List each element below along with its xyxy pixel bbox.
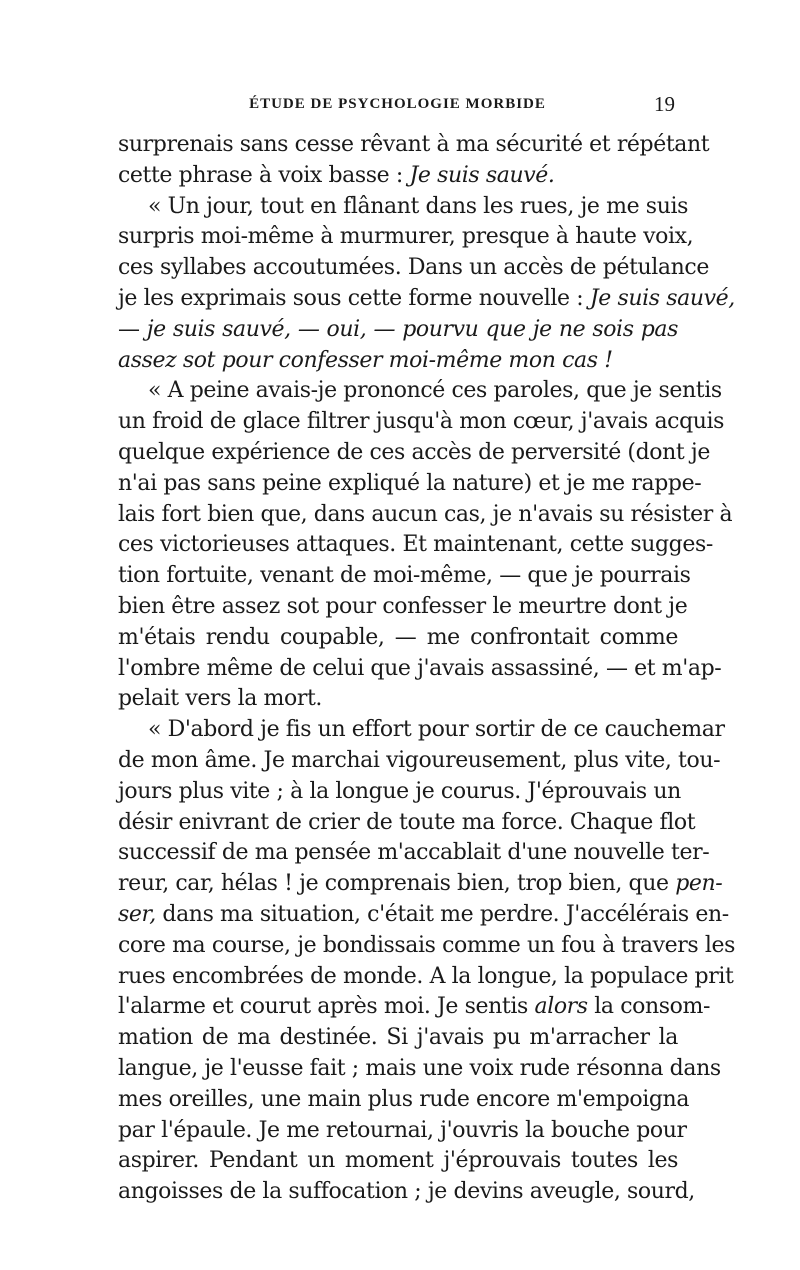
line-text: langue, je l'eusse fait ; mais une voix rude résonna dans — [118, 1055, 721, 1081]
text-line — [118, 1146, 678, 1177]
line-text: « D'abord je fis un effort pour sortir de ce cauchemar — [148, 717, 725, 743]
text-line — [118, 253, 709, 284]
line-text: « A peine avais-je prononcé ces paroles, que je sentis — [148, 378, 722, 404]
text-line — [118, 931, 736, 962]
line-text: quelque expérience de ces accès de perversité (dont je — [118, 439, 710, 465]
page-number: 19 — [654, 92, 675, 116]
text-line — [118, 284, 735, 315]
text-line — [118, 500, 733, 531]
line-text: angoisses de la suffocation ; je devins aveugle, sourd, — [118, 1179, 695, 1205]
text-line — [118, 592, 688, 623]
line-text: désir enivrant de crier de toute ma force. Chaque flot — [118, 809, 696, 835]
text-line — [118, 684, 678, 715]
line-text: l'alarme et courut après moi. Je sentis — [118, 994, 535, 1020]
text-line — [118, 1085, 690, 1116]
page-body — [118, 130, 736, 1208]
line-text: reur, car, hélas ! je comprenais bien, trop bien, que — [118, 871, 676, 897]
line-text-after: dans ma situation, c'était me perdre. J'accélérais en- — [155, 901, 729, 927]
text-line — [118, 623, 678, 654]
line-text: « Un jour, tout en flânant dans les rues, je me suis — [148, 193, 688, 219]
italic-text: pen- — [675, 871, 723, 897]
text-line — [118, 561, 691, 592]
text-line — [118, 222, 694, 253]
text-line — [118, 469, 702, 500]
text-line — [118, 407, 725, 438]
text-line — [118, 438, 710, 469]
line-text: tion fortuite, venant de moi-même, — que je pourrais — [118, 563, 691, 589]
line-text: ces victorieuses attaques. Et maintenant, cette sugges- — [118, 532, 713, 558]
line-text: bien être assez sot pour confesser le meurtre dont je — [118, 593, 688, 619]
line-text: mation de ma destinée. Si j'avais pu m'arracher la — [118, 1025, 678, 1051]
text-line — [118, 869, 723, 900]
line-text: — — [118, 316, 147, 342]
text-line — [118, 808, 696, 839]
text-line — [118, 530, 713, 561]
italic-text: je suis sauvé, — oui, — pourvu que je ne sois pas — [146, 316, 678, 342]
text-line — [118, 838, 710, 869]
line-text: de mon âme. Je marchai vigoureusement, plus vite, tou- — [118, 747, 721, 773]
italic-text: assez sot pour confesser moi-même mon cas ! — [118, 347, 613, 373]
line-text: rues encombrées de monde. A la longue, la populace prit — [118, 963, 734, 989]
line-text: mes oreilles, une main plus rude encore m'empoigna — [118, 1086, 690, 1112]
running-title: ÉTUDE DE PSYCHOLOGIE MORBIDE — [249, 96, 546, 112]
line-text: cette phrase à voix basse : — [118, 162, 410, 188]
text-line — [118, 992, 711, 1023]
text-line — [118, 777, 681, 808]
text-line — [118, 900, 729, 931]
line-text: surpris moi-même à murmurer, presque à haute voix, — [118, 224, 694, 250]
text-line — [118, 161, 678, 192]
text-line — [118, 130, 710, 161]
line-text: successif de ma pensée m'accablait d'une nouvelle ter- — [118, 840, 710, 866]
italic-text: Je suis sauvé, — [589, 285, 735, 311]
line-text: pelait vers la mort. — [118, 686, 322, 712]
text-line — [118, 1054, 721, 1085]
line-text: ces syllabes accoutumées. Dans un accès de pétulance — [118, 255, 709, 281]
text-line — [118, 715, 725, 746]
text-line — [118, 654, 722, 685]
italic-text: Je suis sauvé. — [409, 162, 555, 188]
line-text: l'ombre même de celui que j'avais assassiné, — et m'ap- — [118, 655, 722, 681]
text-line — [118, 315, 678, 346]
line-text: lais fort bien que, dans aucun cas, je n'avais su résister à — [118, 501, 733, 527]
italic-text: alors — [534, 994, 588, 1020]
line-text: un froid de glace filtrer jusqu'à mon cœur, j'avais acquis — [118, 409, 725, 435]
running-header — [120, 92, 675, 120]
text-line — [118, 1023, 678, 1054]
text-line — [118, 1177, 695, 1208]
text-line — [118, 1116, 687, 1147]
italic-text: ser, — [118, 901, 156, 927]
line-text: core ma course, je bondissais comme un fou à travers les — [118, 932, 736, 958]
line-text-after: la consom- — [587, 994, 711, 1020]
line-text: m'étais rendu coupable, — me confrontait comme — [118, 624, 678, 650]
line-text: aspirer. Pendant un moment j'éprouvais toutes les — [118, 1148, 678, 1174]
text-line — [118, 962, 734, 993]
line-text: jours plus vite ; à la longue je courus. J'éprouvais un — [118, 778, 681, 804]
line-text: je les exprimais sous cette forme nouvelle : — [118, 285, 590, 311]
text-line — [118, 376, 722, 407]
line-text: n'ai pas sans peine expliqué la nature) et je me rappe- — [118, 470, 702, 496]
line-text: surprenais sans cesse rêvant à ma sécurité et répétant — [118, 132, 710, 157]
line-text: par l'épaule. Je me retournai, j'ouvris la bouche pour — [118, 1117, 687, 1143]
text-line — [118, 346, 678, 377]
text-line — [118, 192, 688, 223]
text-line — [118, 746, 721, 777]
